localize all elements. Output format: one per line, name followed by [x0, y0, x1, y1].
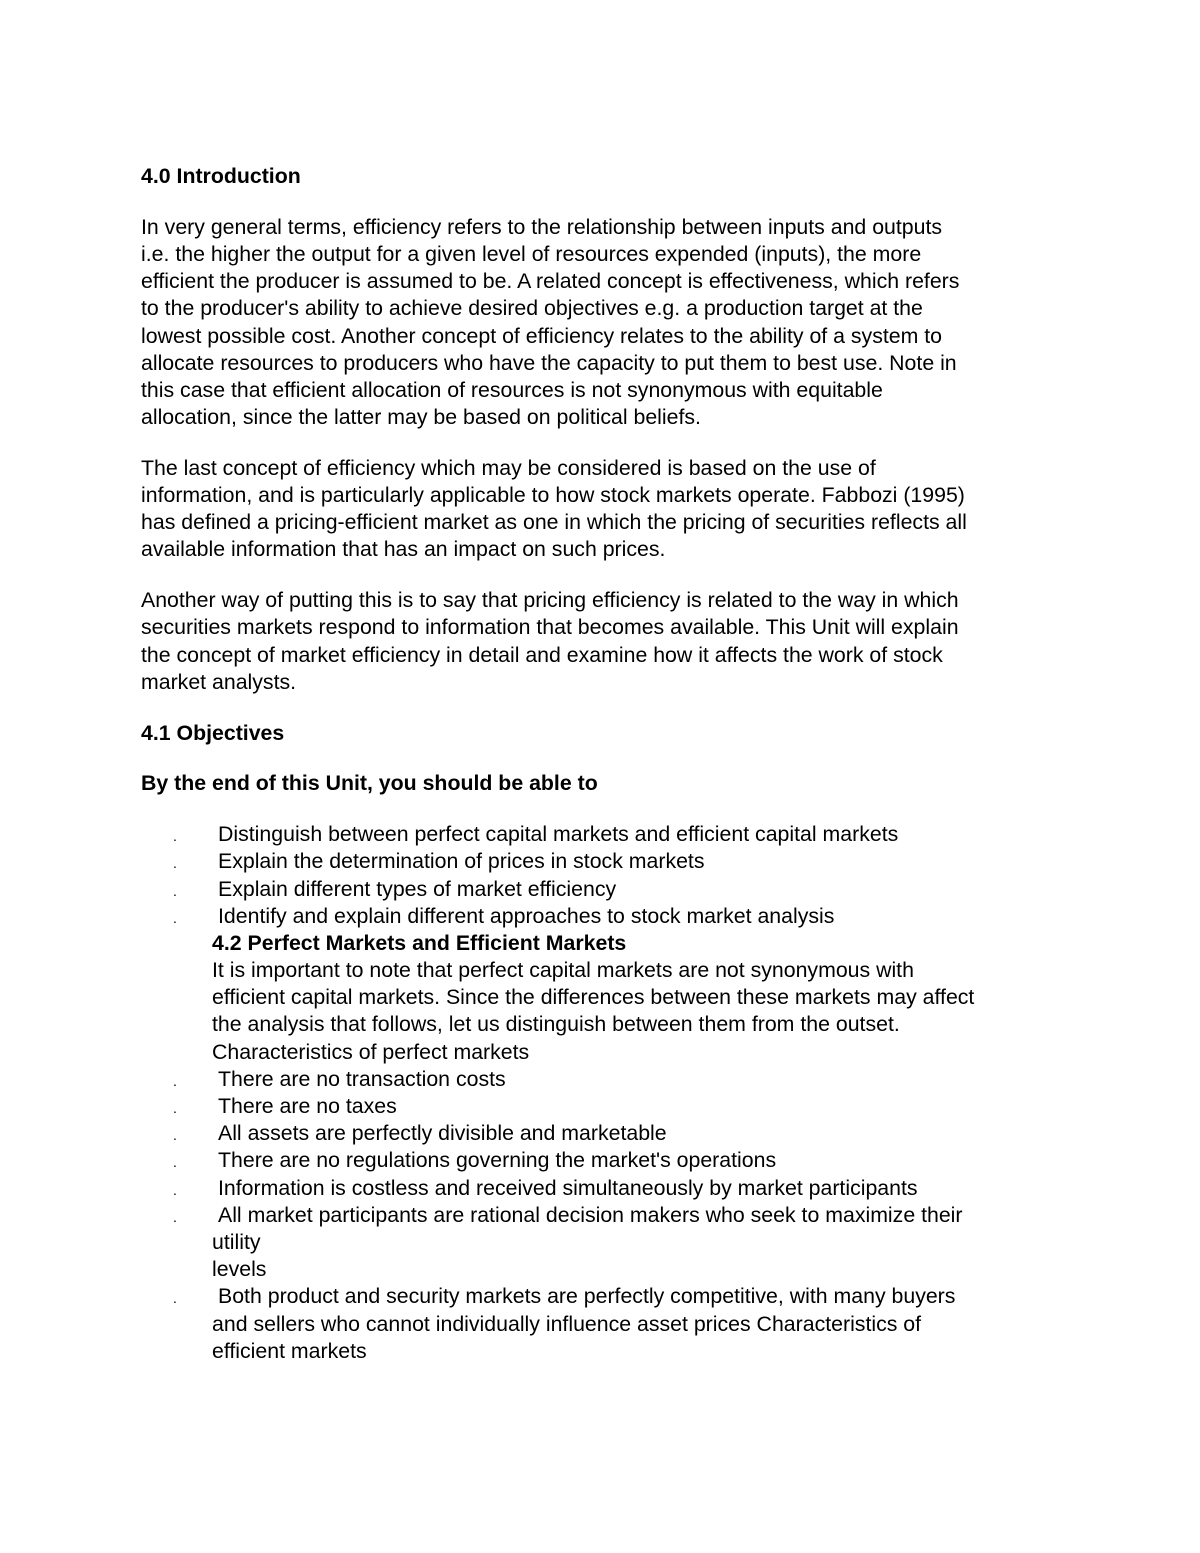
bullet-marker: .: [173, 909, 177, 926]
text-line: the analysis that follows, let us distinguish between them from the outset.: [212, 1012, 900, 1037]
list-item: [141, 1175, 1081, 1202]
bullet-marker: .: [173, 1208, 177, 1225]
text-line: available information that has an impact on such prices.: [141, 537, 666, 562]
intro-paragraph-3: [141, 587, 1081, 696]
text-line: securities markets respond to information that becomes available. This Unit will explain: [141, 615, 959, 640]
text-line: the concept of market efficiency in detail and examine how it affects the work of stock: [141, 642, 943, 667]
list-item: [141, 848, 1081, 875]
list-item: [141, 1283, 1081, 1310]
text-line: efficient the producer is assumed to be. A related concept is effectiveness, which refers: [141, 269, 960, 294]
list-item-text: All assets are perfectly divisible and marketable: [218, 1121, 667, 1146]
bullet-marker: .: [173, 1072, 177, 1089]
objectives-subheading: By the end of this Unit, you should be able to: [141, 771, 598, 796]
list-item-continuation: efficient markets: [212, 1338, 367, 1363]
bullet-marker: .: [173, 1127, 177, 1144]
text-line: allocate resources to producers who have the capacity to put them to best use. Note in: [141, 350, 957, 375]
text-line: i.e. the higher the output for a given level of resources expended (inputs), the more: [141, 241, 922, 266]
list-item: [141, 821, 1081, 848]
bullet-marker: .: [173, 882, 177, 899]
list-item: [141, 1120, 1081, 1147]
list-item: [141, 1202, 1081, 1229]
objectives-list: [141, 821, 1081, 930]
bullet-marker: .: [173, 855, 177, 872]
list-item-text: Identify and explain different approaches to stock market analysis: [218, 903, 835, 928]
text-line: this case that efficient allocation of resources is not synonymous with equitable: [141, 377, 883, 402]
text-line: Another way of putting this is to say that pricing efficiency is related to the way in which: [141, 588, 959, 613]
list-item: [141, 1066, 1081, 1093]
document-page: [141, 163, 1081, 1365]
bullet-marker: .: [173, 1154, 177, 1171]
section-heading-introduction: 4.0 Introduction: [141, 164, 301, 188]
text-line: lowest possible cost. Another concept of efficiency relates to the ability of a system to: [141, 323, 943, 348]
list-item: [141, 1093, 1081, 1120]
list-item-text: All market participants are rational decision makers who seek to maximize their: [218, 1202, 963, 1227]
list-item-continuation: utility: [212, 1229, 261, 1254]
list-item-text: Information is costless and received simultaneously by market participants: [218, 1175, 918, 1200]
text-line: The last concept of efficiency which may be considered is based on the use of: [141, 455, 876, 480]
text-line: has defined a pricing-efficient market as one in which the pricing of securities reflects all: [141, 510, 967, 535]
text-line: In very general terms, efficiency refers to the relationship between inputs and outputs: [141, 214, 943, 239]
text-line: information, and is particularly applicable to how stock markets operate. Fabbozi (1995): [141, 483, 965, 508]
list-item-text: Both product and security markets are perfectly competitive, with many buyers: [218, 1284, 956, 1309]
perfect-markets-paragraph: [141, 957, 1081, 1066]
text-line: efficient capital markets. Since the differences between these markets may affect: [212, 985, 975, 1010]
text-line: Characteristics of perfect markets: [212, 1039, 530, 1064]
text-line: allocation, since the latter may be based on political beliefs.: [141, 405, 701, 430]
list-item-text: There are no taxes: [218, 1094, 397, 1118]
intro-paragraph-1: [141, 214, 1081, 432]
list-item: [141, 1147, 1081, 1174]
bullet-marker: .: [173, 1290, 177, 1307]
section-heading-perfect-markets: 4.2 Perfect Markets and Efficient Markets: [212, 930, 627, 955]
list-item-text: Distinguish between perfect capital markets and efficient capital markets: [218, 822, 899, 847]
list-item: [141, 876, 1081, 903]
list-item-text: There are no transaction costs: [218, 1066, 506, 1091]
perfect-markets-list: [141, 1066, 1081, 1365]
bullet-marker: .: [173, 828, 177, 845]
list-item-text: Explain the determination of prices in stock markets: [218, 849, 705, 874]
bullet-marker: .: [173, 1100, 177, 1116]
list-item-continuation: levels: [212, 1257, 267, 1282]
list-item: [141, 903, 1081, 930]
bullet-marker: .: [173, 1181, 177, 1198]
text-line: to the producer's ability to achieve desired objectives e.g. a production target at the: [141, 296, 923, 321]
list-item-text: Explain different types of market efficiency: [218, 876, 617, 901]
intro-paragraph-2: [141, 455, 1081, 564]
text-line: It is important to note that perfect capital markets are not synonymous with: [212, 958, 914, 983]
section-heading-objectives: 4.1 Objectives: [141, 720, 285, 745]
text-line: market analysts.: [141, 669, 297, 694]
list-item-continuation: and sellers who cannot individually influence asset prices Characteristics of: [212, 1311, 922, 1336]
list-item-text: There are no regulations governing the market's operations: [218, 1148, 777, 1173]
